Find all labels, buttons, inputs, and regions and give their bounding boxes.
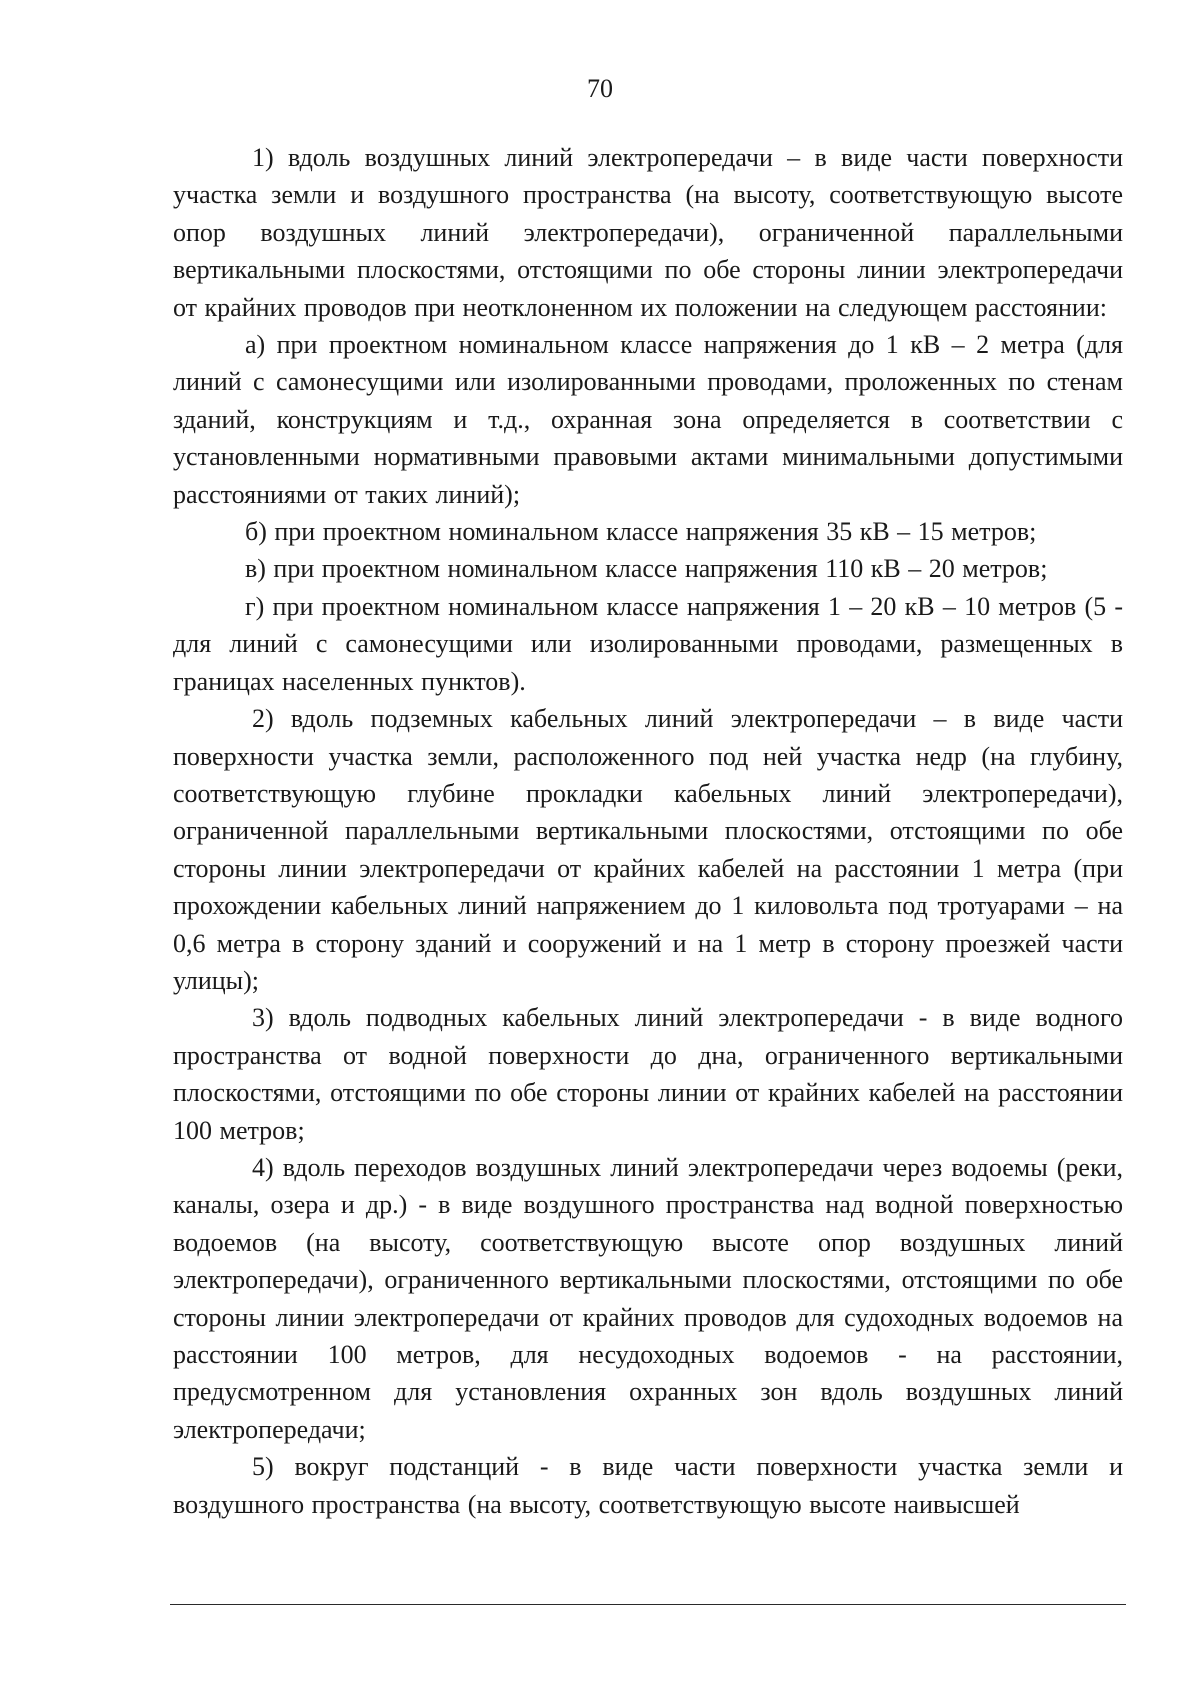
paragraph-subitem-g: г) при проектном номинальном классе напряжения 1 – 20 кВ – 10 метров (5 - для линий с самонесущими или изолированными проводами, размещенных в границах населенных пунктов). bbox=[173, 591, 1123, 696]
document-body bbox=[173, 139, 1123, 1523]
footer-divider bbox=[170, 1604, 1126, 1605]
paragraph-item-5: 5) вокруг подстанций - в виде части поверхности участка земли и воздушного пространства (на высоту, соответствующую высоте наивысшей bbox=[173, 1452, 1123, 1519]
paragraph-subitem-b: б) при проектном номинальном классе напряжения 35 кВ – 15 метров; bbox=[245, 517, 1037, 547]
paragraph-subitem-a: а) при проектном номинальном классе напряжения до 1 кВ – 2 метра (для линий с самонесущими или изолированными проводами, проложенных по стенам зданий, конструкциям и т.д., охранная зона определяется в соответствии с установленными нормативными правовыми актами минимальными допустимыми расстояниями от таких линий); bbox=[173, 330, 1123, 509]
page-number: 70 bbox=[587, 74, 613, 103]
paragraph-item-3: 3) вдоль подводных кабельных линий электропередачи - в виде водного пространства от водной поверхности до дна, ограниченного вертикальными плоскостями, отстоящими по обе стороны линии от крайних кабелей на расстоянии 100 метров; bbox=[173, 1003, 1123, 1145]
paragraph-subitem-v: в) при проектном номинальном классе напряжения 110 кВ – 20 метров; bbox=[245, 554, 1048, 584]
paragraph-item-1: 1) вдоль воздушных линий электропередачи – в виде части поверхности участка земли и воздушного пространства (на высоту, соответствующую высоте опор воздушных линий электропередачи), ограниченной параллельными вертикальными плоскостями, отстоящими по обе стороны линии электропередачи от крайних проводов при неотклоненном их положении на следующем расстоянии: bbox=[173, 143, 1123, 322]
paragraph-item-4: 4) вдоль переходов воздушных линий электропередачи через водоемы (реки, каналы, озера и др.) - в виде воздушного пространства над водной поверхностью водоемов (на высоту, соответствующую высоте опор воздушных линий электропередачи), ограниченного вертикальными плоскостями, отстоящими по обе стороны линии электропередачи от крайних проводов для судоходных водоемов на расстоянии 100 метров, для несудоходных водоемов - на расстоянии, предусмотренном для установления охранных зон вдоль воздушных линий электропередачи; bbox=[173, 1152, 1123, 1444]
paragraph-item-2: 2) вдоль подземных кабельных линий электропередачи – в виде части поверхности участка земли, расположенного под ней участка недр (на глубину, соответствующую глубине прокладки кабельных линий электропередачи), ограниченной параллельными вертикальными плоскостями, отстоящими по обе стороны линии электропередачи от крайних кабелей на расстоянии 1 метра (при прохождении кабельных линий напряжением до 1 киловольта под тротуарами – на 0,6 метра в сторону зданий и сооружений и на 1 метр в сторону проезжей части улицы); bbox=[173, 704, 1123, 995]
